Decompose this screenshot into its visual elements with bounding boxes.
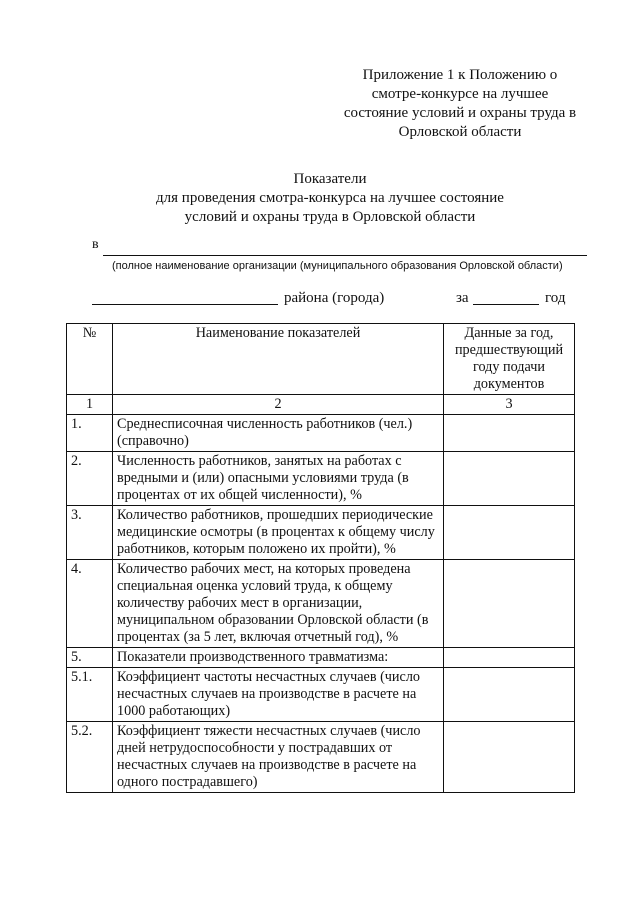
row-indicator-name: Численность работников, занятых на работах с вредными и (или) опасными условиями труда (в процентах от их общей численности), %	[113, 452, 444, 506]
column-number: 3	[444, 395, 575, 415]
row-indicator-name: Количество рабочих мест, на которых проведена специальная оценка условий труда, к общему количеству рабочих мест в организации, муниципальном образовании Орловской области (в процентах (за 5 лет, включая отчетный год), %	[113, 560, 444, 648]
annex-reference	[335, 66, 585, 142]
document-title	[60, 170, 600, 227]
header-number: №	[67, 324, 113, 395]
row-number: 4.	[67, 560, 113, 648]
row-indicator-name: Коэффициент частоты несчастных случаев (число несчастных случаев на производстве в расчете на 1000 работающих)	[113, 668, 444, 722]
row-indicator-name: Показатели производственного травматизма:	[113, 648, 444, 668]
header-data: Данные за год, предшествующий году подачи документов	[444, 324, 575, 395]
table-row	[67, 668, 575, 722]
column-number: 1	[67, 395, 113, 415]
district-label: района (города)	[284, 290, 385, 306]
column-number-row	[67, 395, 575, 415]
row-number: 5.	[67, 648, 113, 668]
table-header-row	[67, 324, 575, 395]
row-data-cell[interactable]	[444, 506, 575, 560]
annex-line: смотре-конкурсе на лучшее	[371, 86, 549, 102]
title-line: для проведения смотра-конкурса на лучшее состояние	[156, 190, 504, 206]
row-number: 5.1.	[67, 668, 113, 722]
row-data-cell[interactable]	[444, 452, 575, 506]
row-number: 5.2.	[67, 722, 113, 793]
row-indicator-name: Среднесписочная численность работников (чел.) (справочно)	[113, 415, 444, 452]
org-caption: (полное наименование организации (муниципального образования Орловской области)	[112, 260, 563, 272]
row-indicator-name: Коэффициент тяжести несчастных случаев (число дней нетрудоспособности у пострадавших от несчастных случаев на производстве в расчете на одного пострадавшего)	[113, 722, 444, 793]
table-row	[67, 722, 575, 793]
annex-line: Орловской области	[398, 124, 522, 140]
table-row	[67, 648, 575, 668]
district-field[interactable]	[92, 304, 278, 305]
row-indicator-name: Количество работников, прошедших периодические медицинские осмотры (в процентах к общему числу работников, которым положено их пройти), %	[113, 506, 444, 560]
annex-line: Приложение 1 к Положению о	[362, 67, 558, 83]
year-suffix: год	[545, 290, 566, 306]
table-row	[67, 452, 575, 506]
row-data-cell[interactable]	[444, 415, 575, 452]
table-row	[67, 415, 575, 452]
row-number: 2.	[67, 452, 113, 506]
column-number: 2	[113, 395, 444, 415]
year-prefix: за	[456, 290, 469, 306]
title-line: условий и охраны труда в Орловской области	[184, 209, 476, 225]
table-row	[67, 560, 575, 648]
header-indicator-name: Наименование показателей	[113, 324, 444, 395]
row-number: 1.	[67, 415, 113, 452]
org-prefix: в	[92, 237, 99, 252]
row-number: 3.	[67, 506, 113, 560]
table-row	[67, 506, 575, 560]
indicators-table	[66, 323, 575, 793]
org-name-field[interactable]	[103, 255, 587, 256]
row-data-cell[interactable]	[444, 722, 575, 793]
year-field[interactable]	[473, 304, 539, 305]
title-heading: Показатели	[293, 171, 367, 187]
row-data-cell[interactable]	[444, 668, 575, 722]
row-data-cell[interactable]	[444, 648, 575, 668]
row-data-cell[interactable]	[444, 560, 575, 648]
annex-line: состояние условий и охраны труда в	[343, 105, 577, 121]
